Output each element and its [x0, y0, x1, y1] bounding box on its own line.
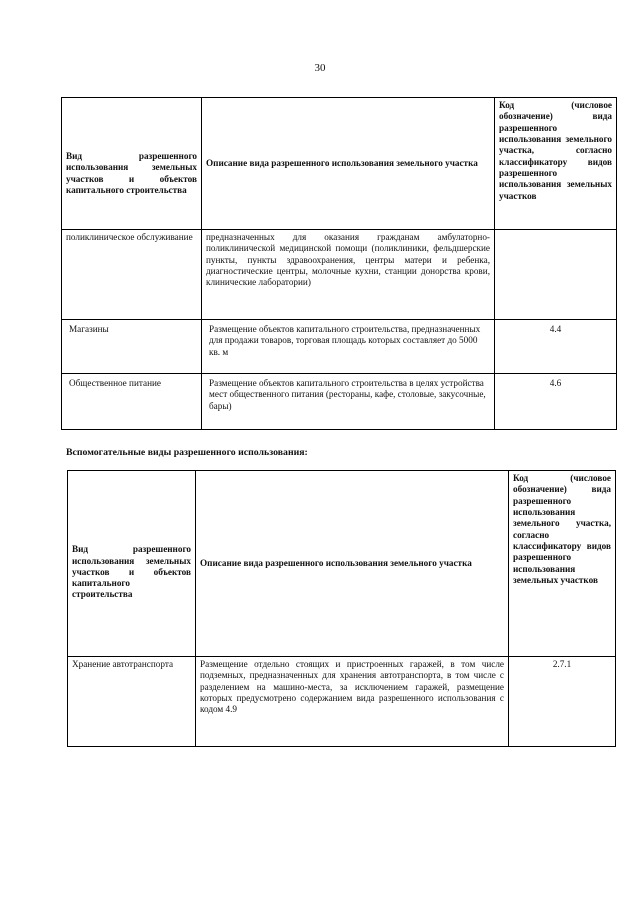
- table-row: [62, 320, 617, 374]
- column-header-description: Описание вида разрешенного использования земельного участка: [202, 98, 495, 230]
- column-header-type: Вид разрешенного использования земельных участков и объектов капитального строительства: [62, 98, 202, 230]
- table-row: [68, 657, 616, 747]
- row-type-cell: поликлиническое обслуживание: [62, 230, 202, 320]
- table-row: [62, 374, 617, 430]
- section-title: Вспомогательные виды разрешенного использования:: [66, 447, 308, 458]
- column-header-code: Код (числовое обозначение) вида разрешенного использования земельного участка, согласно классификатору видов разрешенного использования земельных участков: [509, 471, 616, 657]
- table-header-row: [62, 98, 617, 230]
- column-header-description: Описание вида разрешенного использования земельного участка: [196, 471, 509, 657]
- table-row: [62, 230, 617, 320]
- page-number: 30: [314, 62, 326, 74]
- auxiliary-land-use-table: [67, 470, 616, 747]
- column-header-type: Вид разрешенного использования земельных участков и объектов капитального строительства: [68, 471, 196, 657]
- table-header-row: [68, 471, 616, 657]
- row-description-cell: Размещение отдельно стоящих и пристроенных гаражей, в том числе подземных, предназначенных для хранения автотранспорта, в том числе с разделением на машино-места, за исключением гаражей, размещение которых предусмотрено содержанием вида разрешенного использования с кодом 4.9: [196, 657, 509, 747]
- row-description-cell: предназначенных для оказания гражданам амбулаторно-поликлинической медицинской помощи (поликлиники, фельдшерские пункты, пункты здравоохранения, центры матери и ребенка, диагностические центры, молочные кухни, станции донорства крови, клинические лаборатории): [202, 230, 495, 320]
- row-description-cell: Размещение объектов капитального строительства в целях устройства мест общественного питания (рестораны, кафе, столовые, закусочные, бары): [202, 374, 495, 430]
- row-code-cell: 4.6: [495, 374, 617, 430]
- column-header-code: Код (числовое обозначение) вида разрешенного использования земельного участка, согласно классификатору видов разрешенного использования земельных участков: [495, 98, 617, 230]
- row-type-cell: Магазины: [62, 320, 202, 374]
- main-land-use-table: [61, 97, 617, 430]
- row-code-cell: 4.4: [495, 320, 617, 374]
- row-code-cell: 2.7.1: [509, 657, 616, 747]
- row-type-cell: Хранение автотранспорта: [68, 657, 196, 747]
- row-type-cell: Общественное питание: [62, 374, 202, 430]
- row-description-cell: Размещение объектов капитального строительства, предназначенных для продажи товаров, торговая площадь которых составляет до 5000 кв. м: [202, 320, 495, 374]
- row-code-cell: [495, 230, 617, 320]
